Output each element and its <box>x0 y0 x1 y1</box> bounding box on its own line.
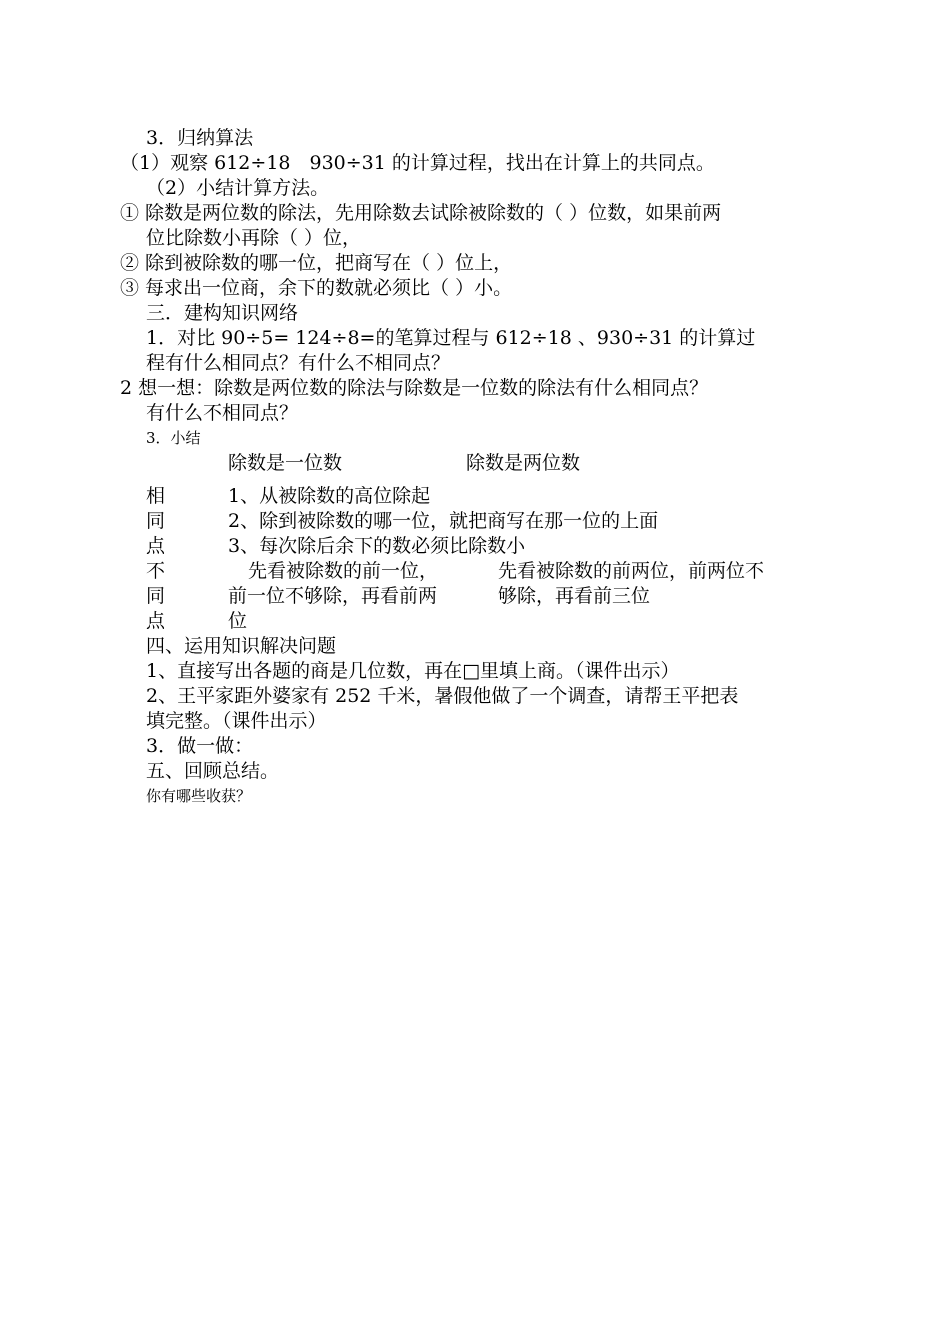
diff-two-digit-line: 先看被除数的前两位，前两位不 <box>498 560 765 582</box>
exercise-3: 3．做一做： <box>146 735 254 757</box>
question-1-line-1: 1．对比 90÷5= 124÷8=的笔算过程与 612÷18 、930÷31 的计算过 <box>146 327 756 349</box>
column-header-two-digit: 除数是两位数 <box>466 452 581 474</box>
same-label-char: 同 <box>146 510 166 532</box>
question-1-line-2: 程有什么相同点？有什么不相同点？ <box>146 352 451 374</box>
diff-one-digit-line: 位 <box>228 610 248 632</box>
section-heading: 3．归纳算法 <box>146 127 254 149</box>
summary-label: 3．小结 <box>146 429 201 447</box>
diff-label-char: 点 <box>146 610 166 632</box>
part-heading: 四、运用知识解决问题 <box>146 635 337 657</box>
diff-two-digit-line: 够除，再看前三位 <box>498 585 651 607</box>
diff-one-digit-line: 前一位不够除，再看前两 <box>228 585 438 607</box>
same-label-char: 相 <box>146 485 166 507</box>
same-row: 1、从被除数的高位除起 <box>228 485 431 507</box>
diff-label-char: 不 <box>146 560 166 582</box>
rule-1-line-2: 位比除数小再除（ ）位， <box>146 227 362 249</box>
rule-2: ② 除到被除数的哪一位，把商写在（ ）位上， <box>120 252 513 274</box>
question-2-line-2: 有什么不相同点？ <box>146 402 299 424</box>
exercise-2-line-1: 2、王平家距外婆家有 252 千米，暑假他做了一个调查，请帮王平把表 <box>146 685 739 707</box>
rule-3: ③ 每求出一位商，余下的数就必须比（ ）小。 <box>120 277 513 299</box>
diff-one-digit-line: 先看被除数的前一位， <box>248 560 439 582</box>
summary-item: （2）小结计算方法。 <box>146 177 330 199</box>
same-row: 3、每次除后余下的数必须比除数小 <box>228 535 526 557</box>
question-2-line-1: 2 想一想：除数是两位数的除法与除数是一位数的除法有什么相同点？ <box>120 377 709 399</box>
part-heading: 三．建构知识网络 <box>146 302 299 324</box>
same-label-char: 点 <box>146 535 166 557</box>
observe-item: （1）观察 612÷18 930÷31 的计算过程，找出在计算上的共同点。 <box>120 152 715 174</box>
column-header-one-digit: 除数是一位数 <box>228 452 343 474</box>
exercise-1: 1、直接写出各题的商是几位数，再在□里填上商。（课件出示） <box>146 660 680 682</box>
reflection-question: 你有哪些收获？ <box>146 787 252 805</box>
part-heading: 五、回顾总结。 <box>146 760 280 782</box>
exercise-2-line-2: 填完整。（课件出示） <box>146 710 327 732</box>
rule-1-line-1: ① 除数是两位数的除法，先用除数去试除被除数的（ ）位数，如果前两 <box>120 202 722 224</box>
same-row: 2、除到被除数的哪一位，就把商写在那一位的上面 <box>228 510 659 532</box>
diff-label-char: 同 <box>146 585 166 607</box>
